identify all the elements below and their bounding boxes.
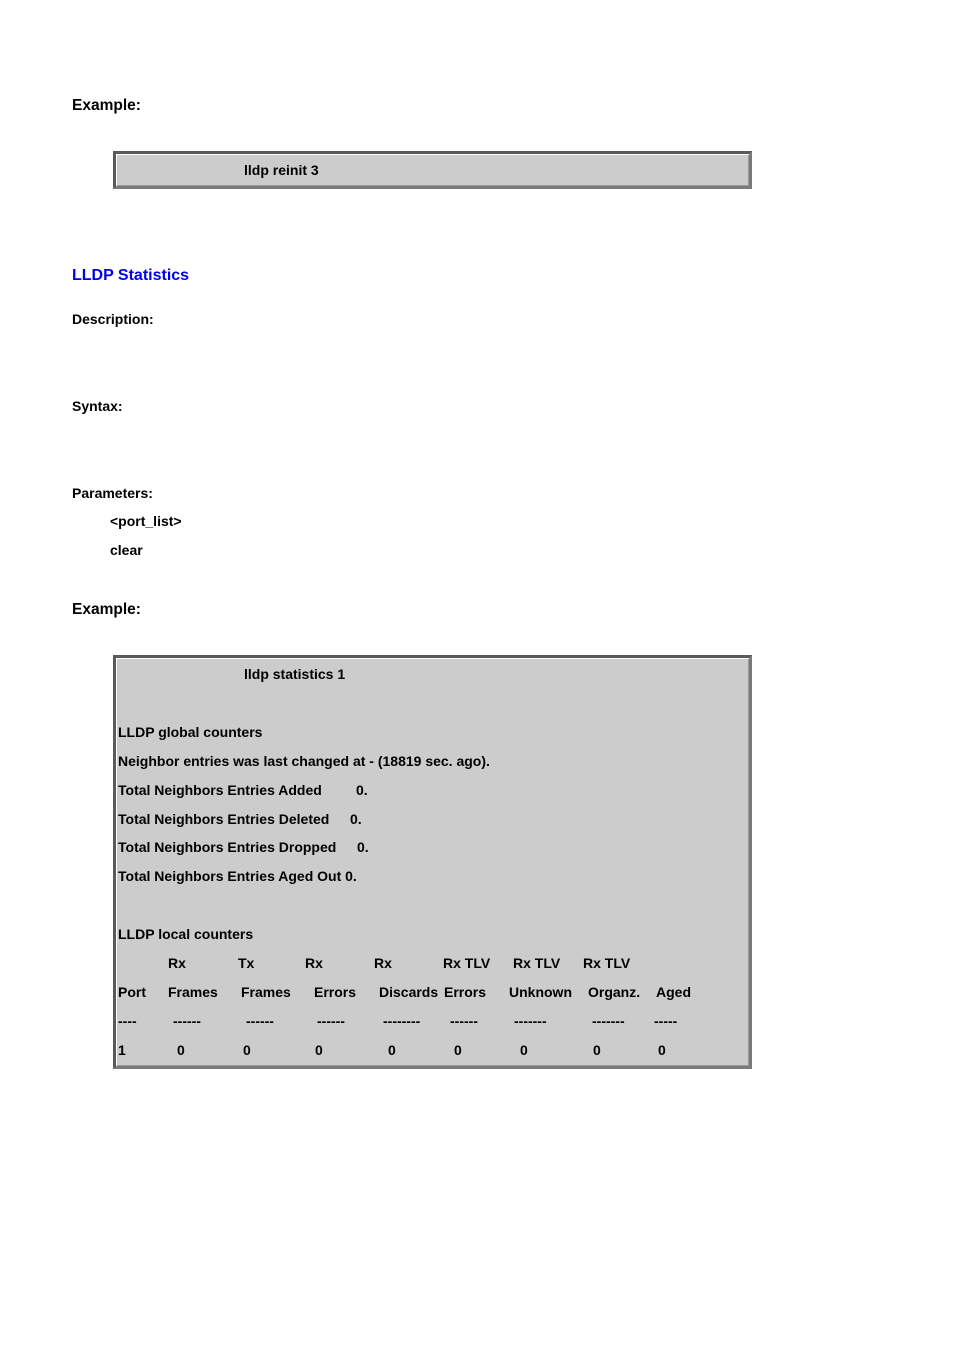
- parameters-label: Parameters:: [72, 485, 153, 501]
- separator-port: ----: [118, 1013, 137, 1029]
- header2-port: Port: [118, 984, 146, 1000]
- separator-discards: --------: [383, 1013, 421, 1029]
- separator-errors: ------: [317, 1013, 345, 1029]
- description-label: Description:: [72, 311, 154, 327]
- separator-unknown: -------: [514, 1013, 547, 1029]
- global-line-last-changed: Neighbor entries was last changed at - (18819 sec. ago).: [118, 753, 490, 769]
- header2-organz: Organz.: [588, 984, 641, 1000]
- data-errors: 0: [315, 1042, 323, 1058]
- header2-discards: Discards: [379, 984, 439, 1000]
- data-unknown: 0: [520, 1042, 528, 1058]
- global-value-dropped: 0.: [357, 839, 369, 855]
- data-organz: 0: [593, 1042, 601, 1058]
- global-counters-title: LLDP global counters: [118, 724, 263, 740]
- local-counters-title: LLDP local counters: [118, 926, 254, 942]
- separator-rx-frames: ------: [173, 1013, 201, 1029]
- syntax-label: Syntax:: [72, 398, 123, 414]
- data-discards: 0: [388, 1042, 396, 1058]
- header1-rx-tlv-organz: Rx TLV: [583, 955, 631, 971]
- global-line-added: Total Neighbors Entries Added: [118, 782, 322, 798]
- header1-rx-errors: Rx: [305, 955, 323, 971]
- global-line-dropped: Total Neighbors Entries Dropped: [118, 839, 337, 855]
- data-aged: 0: [658, 1042, 666, 1058]
- separator-organz: -------: [592, 1013, 625, 1029]
- data-tlv-errors: 0: [454, 1042, 462, 1058]
- separator-tx-frames: ------: [246, 1013, 274, 1029]
- header1-rx-frames: Rx: [168, 955, 186, 971]
- header2-errors: Errors: [314, 984, 357, 1000]
- separator-tlv-errors: ------: [450, 1013, 478, 1029]
- header1-rx-discards: Rx: [374, 955, 392, 971]
- header1-tx-frames: Tx: [238, 955, 255, 971]
- header2-frames-rx: Frames: [168, 984, 218, 1000]
- example-heading-stats: Example:: [72, 601, 141, 618]
- parameter-port-list: <port_list>: [110, 513, 182, 529]
- global-value-added: 0.: [356, 782, 368, 798]
- command-box-statistics: [113, 655, 752, 1069]
- global-line-deleted: Total Neighbors Entries Deleted: [118, 811, 330, 827]
- separator-aged: -----: [654, 1013, 678, 1029]
- data-tx-frames: 0: [243, 1042, 251, 1058]
- header2-unknown: Unknown: [509, 984, 572, 1000]
- data-rx-frames: 0: [177, 1042, 185, 1058]
- data-port: 1: [118, 1042, 126, 1058]
- example-heading-top: Example:: [72, 97, 141, 114]
- header1-rx-tlv-errors: Rx TLV: [443, 955, 491, 971]
- section-title: LLDP Statistics: [72, 267, 190, 284]
- header2-tlv-errors: Errors: [444, 984, 487, 1000]
- global-value-deleted: 0.: [350, 811, 362, 827]
- parameter-clear: clear: [110, 542, 143, 558]
- header1-rx-tlv-unknown: Rx TLV: [513, 955, 561, 971]
- command-box-reinit: [113, 151, 752, 189]
- header2-aged: Aged: [656, 984, 691, 1000]
- global-line-aged-out: Total Neighbors Entries Aged Out 0.: [118, 868, 357, 884]
- header2-frames-tx: Frames: [241, 984, 291, 1000]
- command-text-statistics: lldp statistics 1: [244, 666, 346, 682]
- command-text-reinit: lldp reinit 3: [244, 162, 319, 178]
